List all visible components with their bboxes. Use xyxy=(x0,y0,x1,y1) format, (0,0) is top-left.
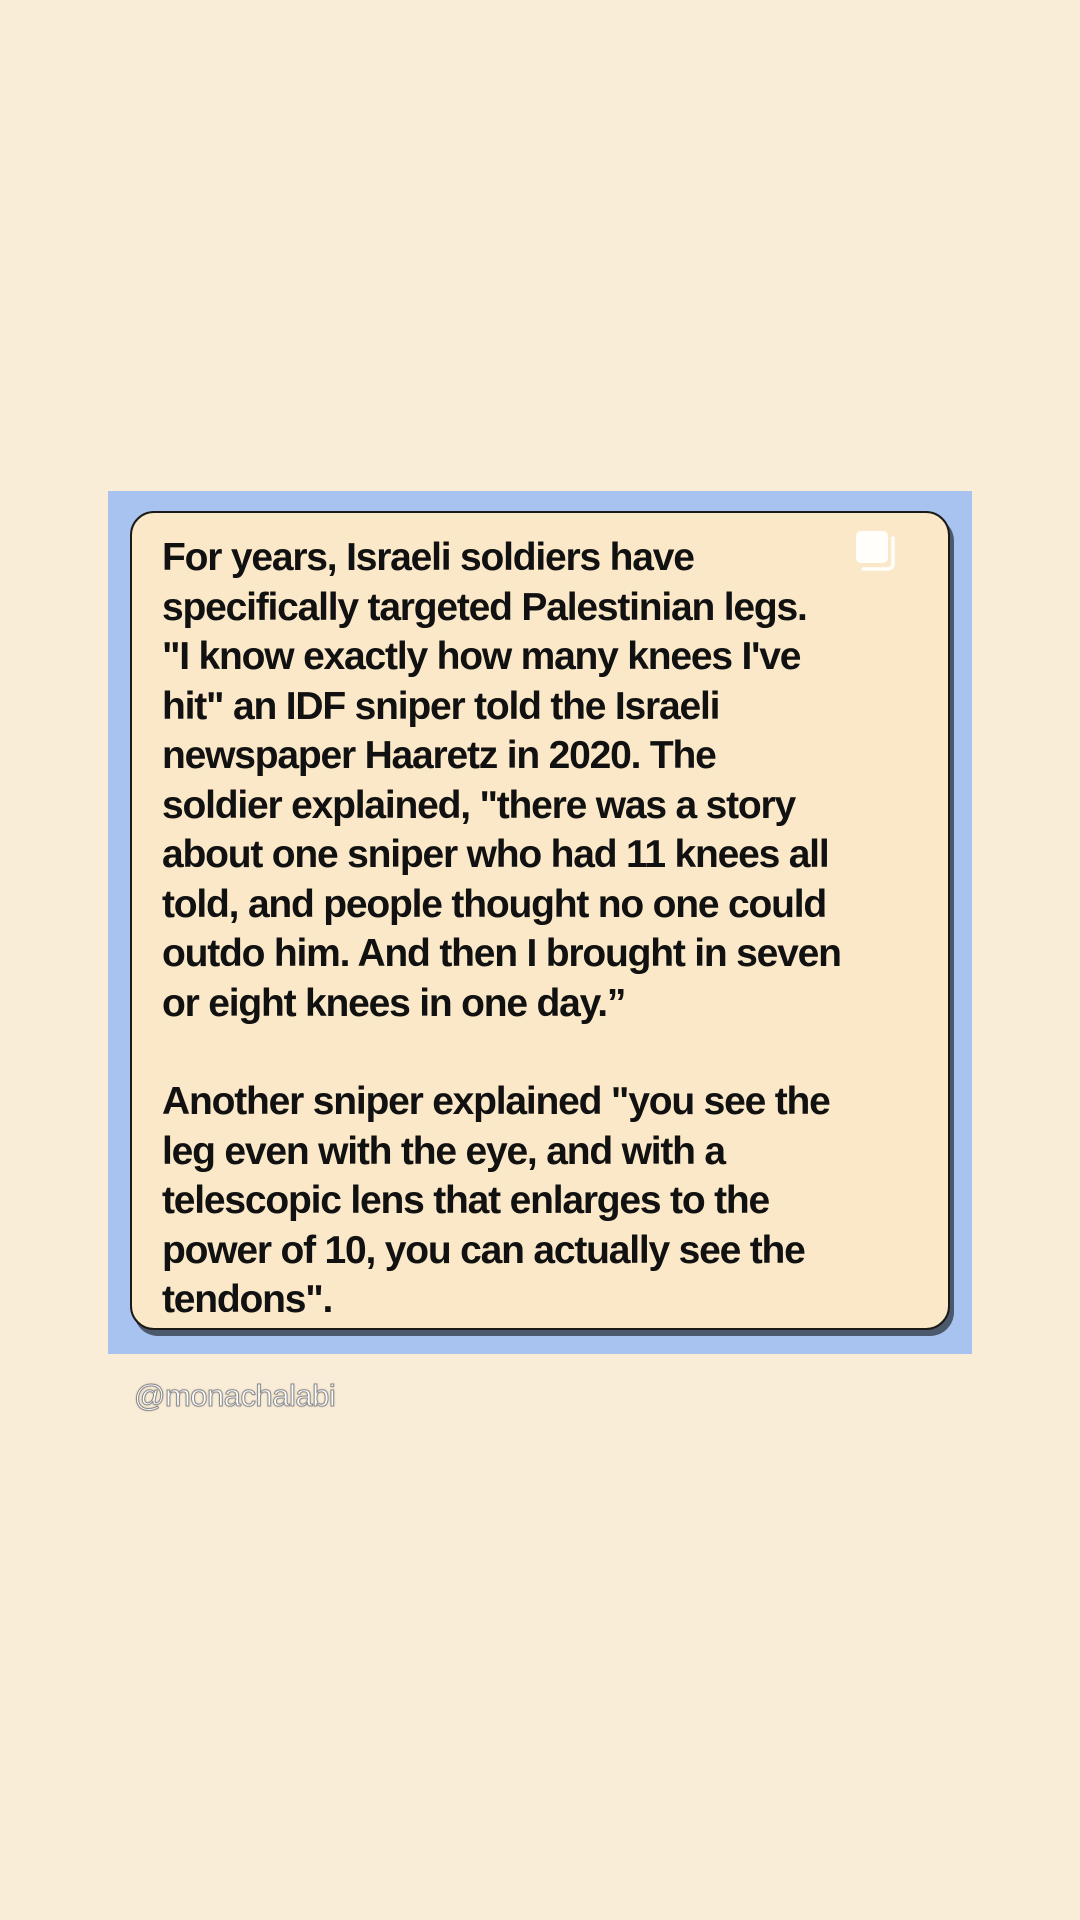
quote-paragraph-1: For years, Israeli soldiers have specifically targeted Palestinian legs. "I know exactly how many knees I've hit" an IDF sniper told the Israeli newspaper Haaretz in 2020. The soldier explained, "there was a story about one sniper who had 11 knees all told, and people thought no one could outdo him. And then I brought in seven or eight knees in one day.” xyxy=(162,536,841,1025)
quote-card xyxy=(130,511,950,1330)
quote-paragraph-2: Another sniper explained "you see the leg even with the eye, and with a telescopic lens that enlarges to the power of 10, you can actually see the tendons". xyxy=(162,1080,830,1321)
author-handle[interactable]: @monachalabi xyxy=(134,1378,336,1413)
shared-post-frame[interactable] xyxy=(108,491,972,1354)
multiple-images-icon xyxy=(852,527,900,575)
